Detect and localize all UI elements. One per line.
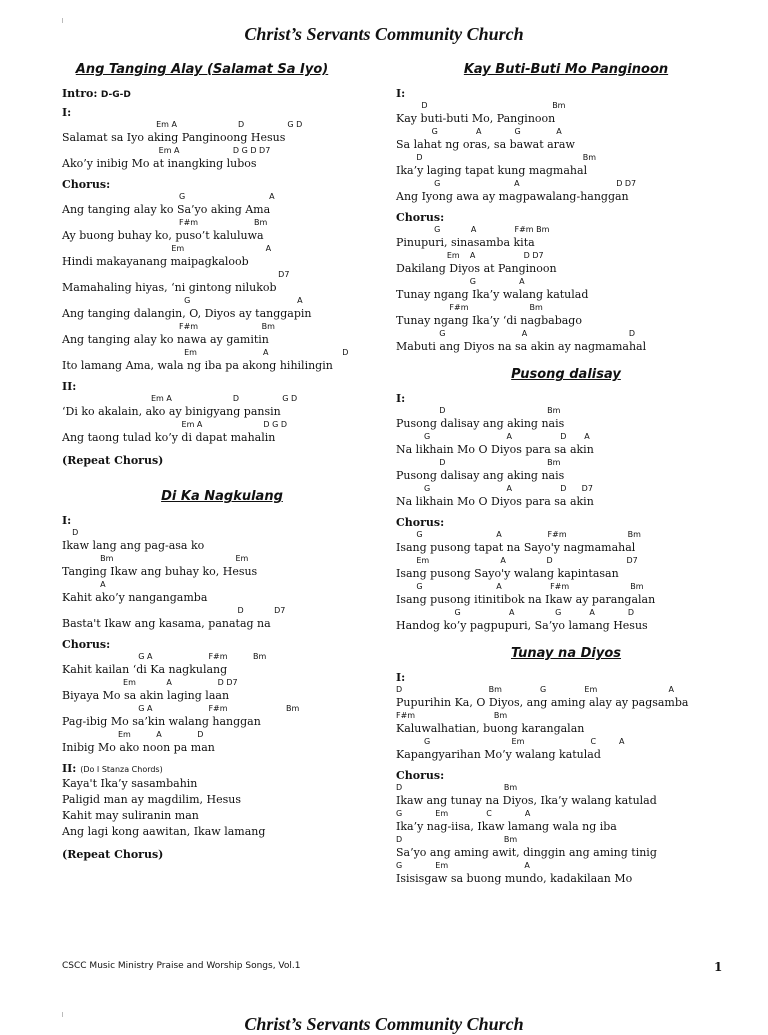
chord-line: Em A D G D: [62, 120, 303, 129]
chord-line: D Bm: [396, 153, 596, 162]
intro-chords: D-G-D: [100, 90, 131, 100]
lyric-line: Pinupuri, sinasamba kita: [396, 236, 535, 249]
lyric-line: Tunay ngang Ika’y walang katulad: [396, 288, 589, 301]
chord-line: G A D D7: [396, 484, 593, 493]
verse-2: [62, 394, 382, 446]
chord-line: G A F#m Bm: [396, 530, 641, 539]
verse-label: I:: [396, 671, 406, 684]
lyric-line: Ang lagi kong aawitan, Ikaw lamang: [62, 825, 266, 838]
lyric-line: Sa’yo ang aming awit, dinggin ang aming tinig: [396, 846, 657, 859]
lyric-line: Ay buong buhay ko, puso’t kaluluwa: [62, 229, 264, 242]
chord-line: Em A D: [62, 730, 204, 739]
lyric-line: Ang tanging alay ko Sa’yo aking Ama: [62, 203, 271, 216]
chorus: [396, 783, 736, 887]
intro-line: [62, 87, 382, 100]
chord-line: D Bm: [396, 835, 518, 844]
lyric-line: Ang tanging alay ko nawa ay gamitin: [62, 333, 269, 346]
lyric-line: Isisisgaw sa buong mundo, kadakilaan Mo: [396, 872, 633, 885]
chord-line: Em A D D7: [62, 678, 238, 687]
verse-label: [62, 762, 382, 775]
lyric-line: Pusong dalisay ang aking nais: [396, 417, 565, 430]
chord-line: D: [62, 528, 79, 537]
verse-1: [396, 101, 736, 205]
chord-line: G A D: [396, 329, 636, 338]
chord-line: G Em A: [396, 861, 530, 870]
chorus-label: Chorus:: [396, 211, 445, 224]
lyric-line: Basta't Ikaw ang kasama, panatag na: [62, 617, 271, 630]
song-title-di-ka-nagkulang: Di Ka Nagkulang: [161, 489, 283, 504]
lyric-line: Kahit kailan ‘di Ka nagkulang: [62, 663, 228, 676]
lyric-line: Salamat sa Iyo aking Panginoong Hesus: [62, 131, 286, 144]
lyric-line: Hindi makayanang maipagkaloob: [62, 255, 249, 268]
lyric-line: Ika’y laging tapat kung magmahal: [396, 164, 588, 177]
page-corner-mark: [62, 18, 63, 23]
page-number: 1: [714, 960, 723, 974]
song-title-pusong-dalisay: Pusong dalisay: [511, 367, 621, 382]
chord-line: D Bm: [396, 406, 561, 415]
intro-label: Intro:: [62, 87, 98, 100]
chord-line: F#m Bm: [396, 711, 508, 720]
chord-line: F#m Bm: [62, 218, 268, 227]
lyric-line: ‘Di ko akalain, ako ay binigyang pansin: [62, 405, 281, 418]
lyric-line: Ang tanging dalangin, O, Diyos ay tanggapin: [62, 307, 312, 320]
chorus: [62, 652, 382, 756]
lyric-line: Kaluwalhatian, buong karangalan: [396, 722, 585, 735]
lyric-line: Paligid man ay magdilim, Hesus: [62, 793, 241, 806]
lyric-line: Isang pusong tapat na Sayo'y nagmamahal: [396, 541, 636, 554]
lyric-line: Ikaw lang ang pag-asa ko: [62, 539, 205, 552]
lyric-line: Pusong dalisay ang aking nais: [396, 469, 565, 482]
footer-text: CSCC Music Ministry Praise and Worship Songs, Vol.1: [62, 961, 301, 971]
lyric-line: Ito lamang Ama, wala ng iba pa akong hihilingin: [62, 359, 333, 372]
chord-line: G A F#m Bm: [396, 225, 550, 234]
verse-1: [396, 685, 736, 763]
lyric-line: Sa lahat ng oras, sa bawat araw: [396, 138, 575, 151]
chord-line: Em A D: [62, 348, 349, 357]
verse-2: [62, 776, 382, 840]
chord-line: G A D D7: [396, 179, 637, 188]
lyric-line: Ang taong tulad ko’y di dapat mahalin: [62, 431, 276, 444]
verse-label: I:: [62, 106, 72, 119]
chord-line: Em A D D7: [396, 251, 544, 260]
chord-line: D Bm: [396, 101, 566, 110]
lyric-line: Pag-ibig Mo sa’kin walang hanggan: [62, 715, 261, 728]
verse-label: I:: [396, 392, 406, 405]
repeat-chorus-note: (Repeat Chorus): [62, 454, 164, 467]
next-page-title: Christ’s Servants Community Church: [244, 1014, 524, 1034]
verse-label: II:: [62, 380, 77, 393]
chord-line: Em A D D7: [396, 556, 638, 565]
chord-line: D Bm G Em A: [396, 685, 674, 694]
chorus-label: Chorus:: [396, 769, 445, 782]
verse-1: [62, 528, 382, 632]
verse-2-label: II:: [62, 762, 77, 775]
chorus-label: Chorus:: [62, 638, 111, 651]
page-title: Christ’s Servants Community Church: [244, 24, 524, 44]
lyric-line: Mamahaling hiyas, ‘ni gintong nilukob: [62, 281, 277, 294]
chord-line: D D7: [62, 606, 286, 615]
chord-line: G A F#m Bm: [62, 652, 267, 661]
repeat-chorus-note: (Repeat Chorus): [62, 848, 164, 861]
verse-label: I:: [62, 514, 72, 527]
chord-line: Bm Em: [62, 554, 249, 563]
chord-line: Em A: [62, 244, 272, 253]
lyric-line: Kahit may suliranin man: [62, 809, 199, 822]
lyric-line: Na likhain Mo O Diyos para sa akin: [396, 443, 594, 456]
chord-line: G A G A: [396, 127, 562, 136]
lyric-line: Kapangyarihan Mo’y walang katulad: [396, 748, 601, 761]
verse-label: I:: [396, 87, 406, 100]
chorus: [396, 225, 736, 355]
lyric-line: Na likhain Mo O Diyos para sa akin: [396, 495, 594, 508]
right-column: [396, 62, 736, 887]
lyric-line: Ika’y nag-iisa, Ikaw lamang wala ng iba: [396, 820, 617, 833]
chord-line: D Bm: [396, 458, 561, 467]
chord-line: Em A D G D: [62, 394, 298, 403]
chord-line: A: [62, 580, 106, 589]
chorus-label: Chorus:: [62, 178, 111, 191]
verse-1: [62, 120, 382, 172]
chord-line: G A: [62, 192, 275, 201]
song-title-ang-tanging-alay: Ang Tanging Alay (Salamat Sa Iyo): [75, 62, 329, 77]
lyric-line: Kaya't Ika’y sasambahin: [62, 777, 198, 790]
lyric-line: Kahit ako’y nangangamba: [62, 591, 208, 604]
chorus-label: Chorus:: [396, 516, 445, 529]
chord-line: G Em C A: [396, 809, 531, 818]
lyric-line: Isang pusong itinitibok na Ikaw ay parangalan: [396, 593, 656, 606]
chord-line: D Bm: [396, 783, 518, 792]
lyric-line: Pupurihin Ka, O Diyos, ang aming alay ay pagsamba: [396, 696, 689, 709]
song-title-kay-buti-buti-mo: Kay Buti-Buti Mo Panginoon: [463, 62, 669, 77]
chord-line: G A: [396, 277, 525, 286]
lyric-line: Ikaw ang tunay na Diyos, Ika’y walang katulad: [396, 794, 657, 807]
song-title-tunay-na-diyos: Tunay na Diyos: [510, 646, 622, 661]
chord-line: D7: [62, 270, 290, 279]
chorus: [396, 530, 736, 634]
chorus: [62, 192, 382, 374]
chord-line: G Em C A: [396, 737, 625, 746]
chord-line: G A D A: [396, 432, 590, 441]
lyric-line: Ako’y inibig Mo at inangking lubos: [62, 157, 257, 170]
lyric-line: Inibig Mo ako noon pa man: [62, 741, 215, 754]
lyric-line: Tunay ngang Ika’y ‘di nagbabago: [396, 314, 582, 327]
chord-line: Em A D G D: [62, 420, 288, 429]
verse-2-note: (Do I Stanza Chords): [80, 765, 163, 774]
chord-line: G A G A D: [396, 608, 635, 617]
chord-line: Em A D G D D7: [62, 146, 271, 155]
lyric-line: Biyaya Mo sa akin laging laan: [62, 689, 230, 702]
lyric-line: Ang Iyong awa ay magpawalang-hanggan: [396, 190, 629, 203]
lyric-line: Tanging Ikaw ang buhay ko, Hesus: [62, 565, 258, 578]
chord-line: F#m Bm: [62, 322, 275, 331]
verse-1: [396, 406, 736, 510]
left-column: [62, 62, 382, 861]
chord-line: G A F#m Bm: [62, 704, 300, 713]
lyric-line: Isang pusong Sayo'y walang kapintasan: [396, 567, 619, 580]
chord-line: G A: [62, 296, 303, 305]
chord-line: G A F#m Bm: [396, 582, 644, 591]
chord-line: F#m Bm: [396, 303, 543, 312]
lyric-line: Mabuti ang Diyos na sa akin ay nagmamahal: [396, 340, 647, 353]
lyric-line: Dakilang Diyos at Panginoon: [396, 262, 557, 275]
lyric-line: Handog ko’y pagpupuri, Sa’yo lamang Hesus: [396, 619, 648, 632]
lyric-line: Kay buti-buti Mo, Panginoon: [396, 112, 556, 125]
